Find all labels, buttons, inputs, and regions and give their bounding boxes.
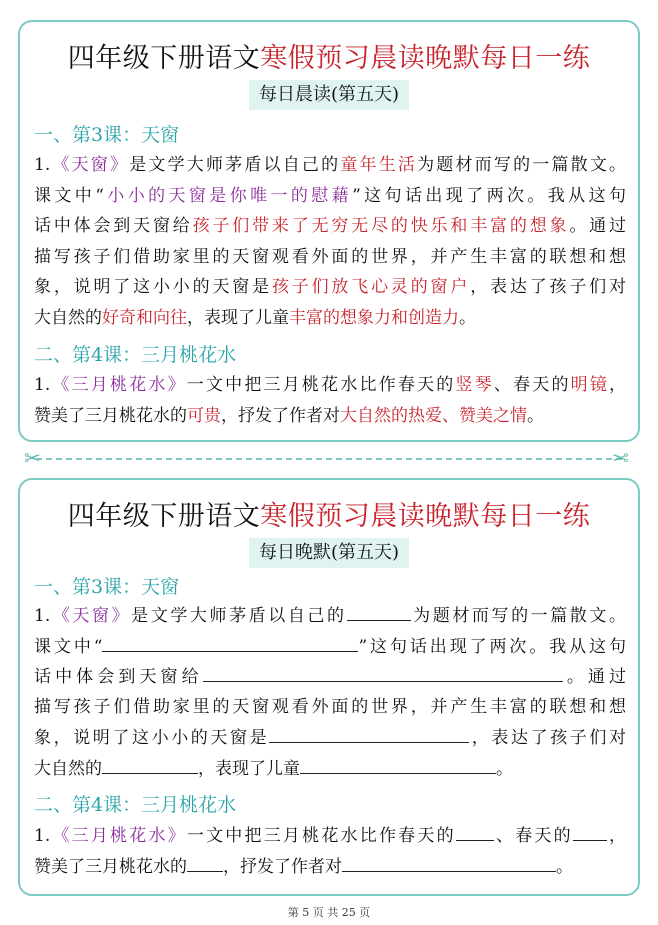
- text: 为题材而写的一篇散文。: [417, 155, 627, 175]
- text-line: [34, 303, 626, 334]
- text: 课文中“: [34, 636, 103, 657]
- text-line: [34, 181, 626, 212]
- text: 。通过: [569, 216, 627, 236]
- text-line: [34, 370, 626, 401]
- text: 。: [527, 405, 544, 426]
- text: ，: [606, 826, 627, 846]
- answer: 小小的天窗是你唯一的慰藉: [103, 185, 353, 206]
- text: 赞美了三月桃花水的: [34, 856, 187, 877]
- text: ，抒发了作者对: [223, 856, 342, 877]
- text: ”这句话出现了两次。我从这句: [358, 636, 626, 657]
- text: 课文中“: [34, 185, 104, 206]
- text: 为题材而写的一篇散文。: [410, 606, 627, 626]
- item-number: 1.: [34, 606, 51, 626]
- answer: 童年生活: [340, 155, 418, 175]
- morning-title-grade: 四年级下册语文: [67, 43, 261, 74]
- text: 象，说明了这小小的天窗是: [34, 277, 272, 297]
- text: 一文中把三月桃花水比作春天的: [186, 375, 456, 395]
- answer: 孩子们放飞心灵的窗户: [271, 277, 471, 297]
- answer: 可贵: [187, 405, 221, 426]
- answer-blank[interactable]: [347, 600, 411, 621]
- answer: 大自然的热爱、赞美之情: [340, 405, 527, 426]
- text: ”这句话出现了两次。我从这句: [352, 185, 626, 206]
- morning-lesson3-heading: 一、第3课：天窗: [34, 124, 180, 146]
- text: ，抒发了作者对: [221, 405, 340, 426]
- item-number: 1.: [34, 375, 51, 395]
- answer-blank[interactable]: [187, 851, 223, 872]
- text: ，: [609, 375, 627, 395]
- text: 大自然的: [34, 307, 102, 328]
- answer: 竖琴: [455, 375, 494, 395]
- text: 话中体会到天窗给: [34, 216, 193, 236]
- morning-main-title: [20, 36, 638, 75]
- evening-title-grade: 四年级下册语文: [67, 501, 261, 532]
- text: 。: [556, 856, 573, 877]
- answer: 明镜: [570, 375, 610, 395]
- text-line: [34, 211, 626, 242]
- answer-blank[interactable]: [102, 631, 358, 652]
- morning-subtitle: 每日晨读(第五天): [249, 80, 409, 110]
- text: ，表达了孩子们对: [470, 277, 627, 297]
- item-number: 1.: [34, 155, 51, 175]
- text: 一文中把三月桃花水比作春天的: [186, 826, 456, 846]
- text-line: [34, 820, 626, 851]
- text: 是文学大师茅盾以自己的: [131, 606, 347, 626]
- book-title: 《天窗》: [50, 155, 130, 175]
- evening-lesson3-paragraph: [34, 600, 626, 783]
- text-line: [34, 600, 626, 631]
- text: 赞美了三月桃花水的: [34, 405, 187, 426]
- item-number: 1.: [34, 826, 51, 846]
- answer: 丰富的想象力和创造力: [289, 307, 459, 328]
- evening-title-series: 寒假预习晨读晚默每日一练: [260, 501, 591, 532]
- evening-dictation-card: [18, 478, 640, 896]
- scissors-icon: ✂: [24, 446, 41, 470]
- answer-blank[interactable]: [300, 753, 496, 774]
- morning-lesson4-heading: 二、第4课：三月桃花水: [34, 344, 237, 366]
- answer: 孩子们带来了无穷无尽的快乐和丰富的想象: [192, 216, 570, 236]
- answer-blank[interactable]: [342, 851, 556, 872]
- text-line: [34, 631, 626, 662]
- text-line: 描写孩子们借助家里的天窗观看外面的世界，并产生丰富的联想和想: [34, 696, 626, 717]
- page-number-footer: 第 5 页 共 25 页: [287, 906, 371, 919]
- evening-lesson4-heading: 二、第4课：三月桃花水: [34, 794, 237, 816]
- text-line: [34, 753, 626, 784]
- book-title: 《天窗》: [50, 606, 132, 626]
- morning-title-series: 寒假预习晨读晚默每日一练: [260, 43, 591, 74]
- evening-main-title: [20, 494, 638, 533]
- text: 。通过: [562, 667, 627, 687]
- text: 象，说明了这小小的天窗是: [34, 728, 270, 748]
- text-line: 描写孩子们借助家里的天窗观看外面的世界，并产生丰富的联想和想: [34, 246, 626, 267]
- text-line: [34, 150, 626, 181]
- text: 大自然的: [34, 758, 102, 779]
- text: ，表达了孩子们对: [469, 728, 627, 748]
- evening-lesson3-heading: 一、第3课：天窗: [34, 576, 180, 598]
- evening-lesson4-paragraph: [34, 820, 626, 881]
- book-title: 《三月桃花水》: [50, 826, 187, 846]
- text-line: [34, 722, 626, 753]
- cut-line-divider: [36, 458, 622, 460]
- book-title: 《三月桃花水》: [50, 375, 187, 395]
- text: 。: [496, 758, 513, 779]
- text: 话中体会到天窗给: [34, 667, 203, 687]
- text: 、春天的: [493, 826, 573, 846]
- answer-blank[interactable]: [102, 753, 198, 774]
- scissors-icon: ✂: [612, 446, 629, 470]
- text: ，表现了儿童: [198, 758, 300, 779]
- text: 。: [459, 307, 476, 328]
- answer: 好奇和向往: [102, 307, 187, 328]
- answer-blank[interactable]: [573, 820, 607, 841]
- morning-lesson3-paragraph: [34, 150, 626, 333]
- text-line: [34, 272, 626, 303]
- text-line: [34, 851, 626, 882]
- answer-blank[interactable]: [456, 820, 494, 841]
- morning-reading-card: [18, 20, 640, 442]
- text-line: [34, 661, 626, 692]
- evening-subtitle: 每日晚默(第五天): [249, 538, 409, 568]
- text: 是文学大师茅盾以自己的: [129, 155, 341, 175]
- text-line: [34, 401, 626, 432]
- answer-blank[interactable]: [269, 722, 469, 743]
- text: ，表现了儿童: [187, 307, 289, 328]
- answer-blank[interactable]: [203, 661, 563, 682]
- text: 、春天的: [493, 375, 571, 395]
- morning-lesson4-paragraph: [34, 370, 626, 431]
